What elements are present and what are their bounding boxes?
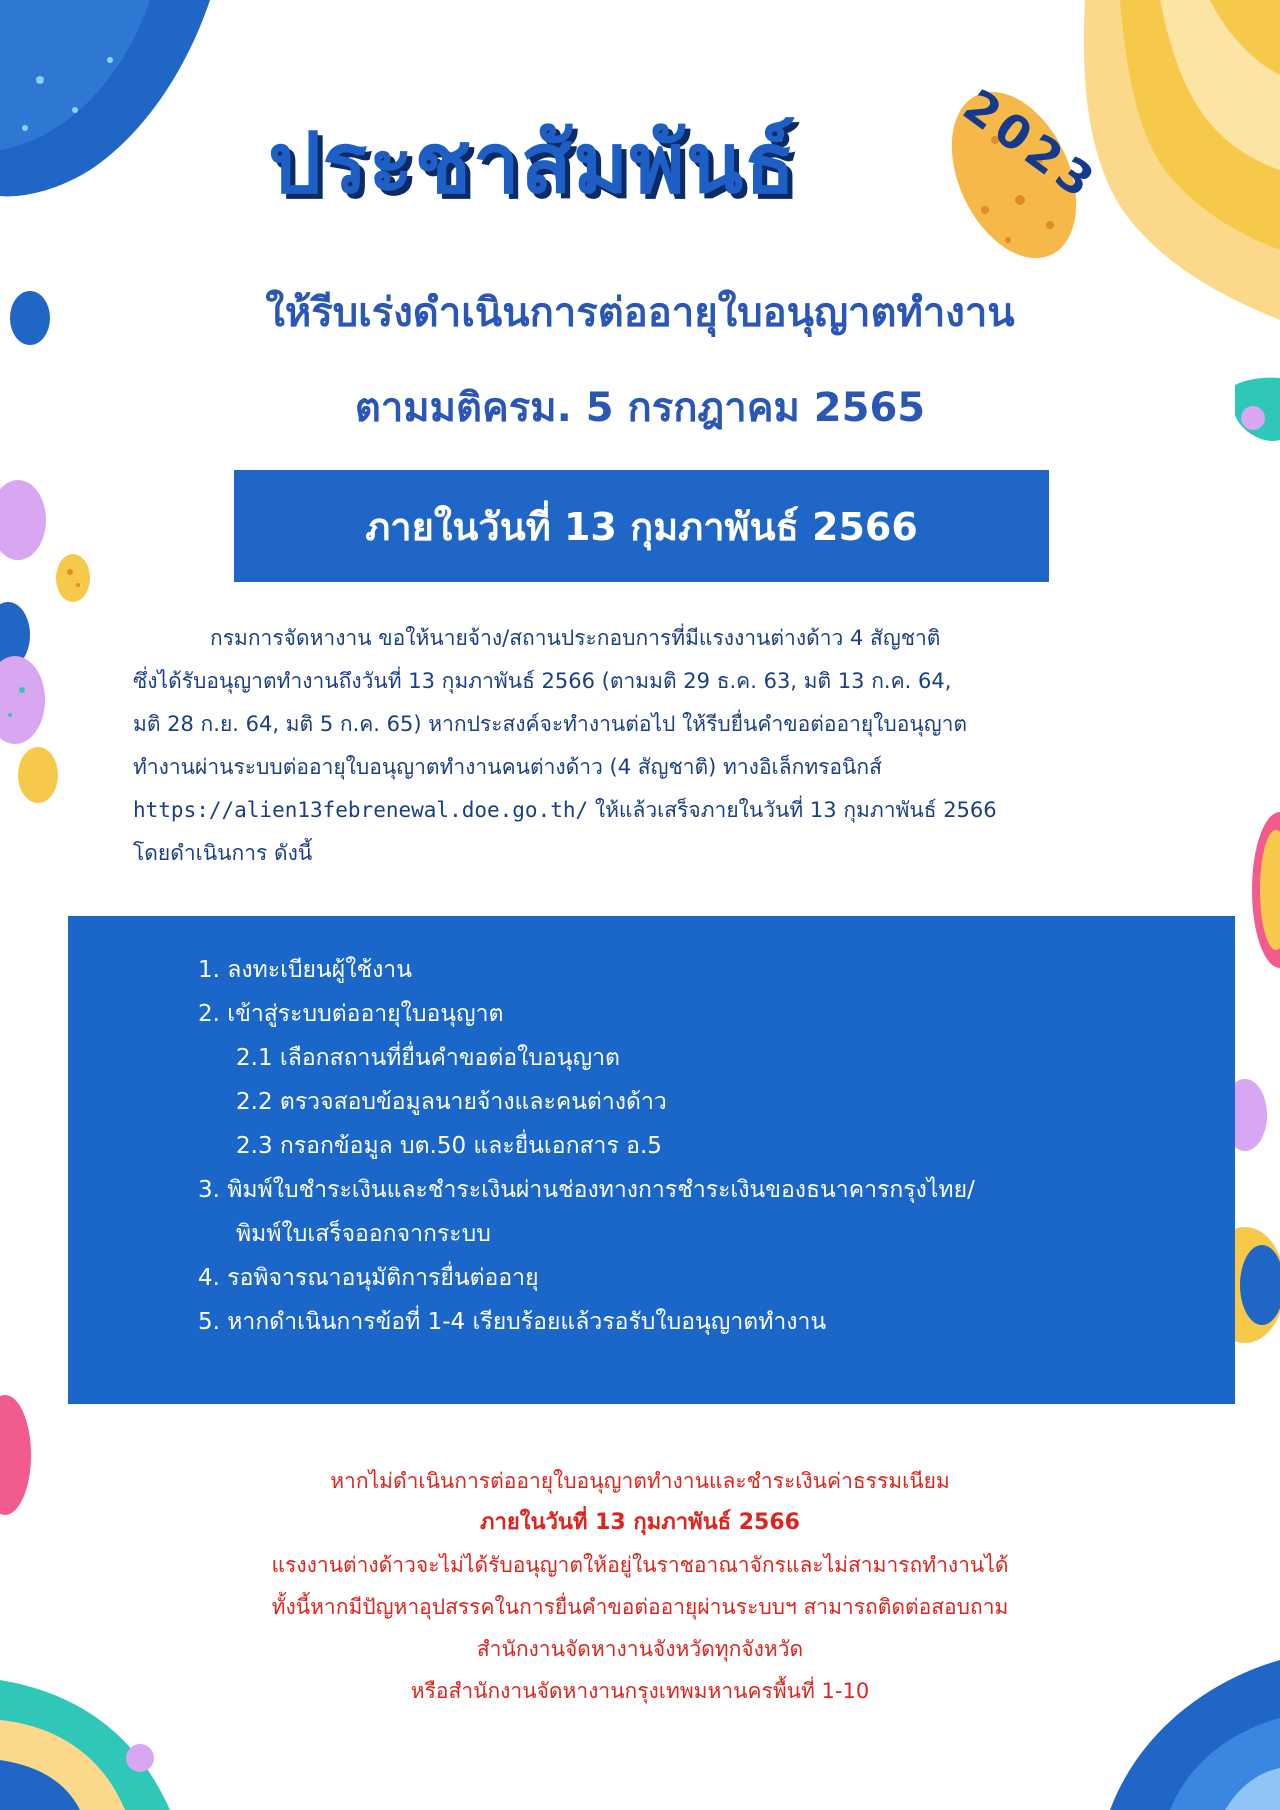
- warning-notice: [0, 1460, 1280, 1712]
- step-item-continued: พิมพ์ใบเสร็จออกจากระบบ: [236, 1221, 491, 1247]
- step-item: 4. รอพิจารณาอนุมัติการยื่นต่ออายุ: [198, 1265, 539, 1291]
- deadline-text: ภายในวันที่ 13 กุมภาพันธ์ 2566: [365, 504, 918, 549]
- step-item: 2. เข้าสู่ระบบต่ออายุใบอนุญาต: [198, 1001, 504, 1027]
- body-line-url: [133, 789, 1173, 832]
- step-subitem: 2.2 ตรวจสอบข้อมูลนายจ้างและคนต่างด้าว: [236, 1089, 667, 1115]
- page-title: ประชาสัมพันธ์: [268, 114, 797, 212]
- body-line: มติ 28 ก.ย. 64, มติ 5 ก.ค. 65) หากประสงค์จะทำงานต่อไป ให้รีบยื่นคำขอต่ออายุใบอนุญาต: [133, 712, 968, 736]
- announcement-body: [133, 617, 1173, 875]
- subtitle-line-1: ให้รีบเร่งดำเนินการต่ออายุใบอนุญาตทำงาน: [265, 290, 1015, 336]
- notice-line: สำนักงานจัดหางานจังหวัดทุกจังหวัด: [476, 1637, 804, 1661]
- notice-deadline: ภายในวันที่ 13 กุมภาพันธ์ 2566: [480, 1510, 800, 1535]
- notice-line: แรงงานต่างด้าวจะไม่ได้รับอนุญาตให้อยู่ในราชอาณาจักรและไม่สามารถทำงานได้: [271, 1553, 1009, 1577]
- step-subitem: 2.1 เลือกสถานที่ยื่นคำขอต่อใบอนุญาต: [236, 1045, 620, 1071]
- step-item: 3. พิมพ์ใบชำระเงินและชำระเงินผ่านช่องทางการชำระเงินของธนาคารกรุงไทย/: [198, 1177, 975, 1203]
- subtitle-line-2: ตามมติครม. 5 กรกฎาคม 2565: [354, 385, 926, 431]
- year-badge: 2023: [953, 78, 1109, 212]
- renewal-url: https://alien13febrenewal.doe.go.th/: [133, 798, 589, 822]
- notice-line: หากไม่ดำเนินการต่ออายุใบอนุญาตทำงานและชำระเงินค่าธรรมเนียม: [330, 1469, 950, 1493]
- body-line: โดยดำเนินการ ดังนี้: [133, 841, 313, 865]
- step-subitem: 2.3 กรอกข้อมูล บต.50 และยื่นเอกสาร อ.5: [236, 1133, 662, 1159]
- notice-line: หรือสำนักงานจัดหางานกรุงเทพมหานครพื้นที่ 1-10: [410, 1679, 870, 1703]
- notice-line: ทั้งนี้หากมีปัญหาอุปสรรคในการยื่นคำขอต่ออายุผ่านระบบฯ สามารถติดต่อสอบถาม: [271, 1595, 1009, 1619]
- steps-list: [198, 948, 975, 1344]
- deadline-banner: [234, 470, 1049, 582]
- body-line: กรมการจัดหางาน ขอให้นายจ้าง/สถานประกอบการที่มีแรงงานต่างด้าว 4 สัญชาติ: [210, 626, 941, 650]
- steps-panel: [68, 916, 1235, 1404]
- step-item: 5. หากดำเนินการข้อที่ 1-4 เรียบร้อยแล้วรอรับใบอนุญาตทำงาน: [198, 1309, 827, 1335]
- body-line: ซึ่งได้รับอนุญาตทำงานถึงวันที่ 13 กุมภาพันธ์ 2566 (ตามมติ 29 ธ.ค. 63, มติ 13 ก.ค. 64,: [133, 669, 952, 693]
- body-line: ทำงานผ่านระบบต่ออายุใบอนุญาตทำงานคนต่างด้าว (4 สัญชาติ) ทางอิเล็กทรอนิกส์: [133, 755, 882, 779]
- step-item: 1. ลงทะเบียนผู้ใช้งาน: [198, 957, 412, 983]
- body-line-deadline: ให้แล้วเสร็จภายในวันที่ 13 กุมภาพันธ์ 2566: [588, 798, 997, 822]
